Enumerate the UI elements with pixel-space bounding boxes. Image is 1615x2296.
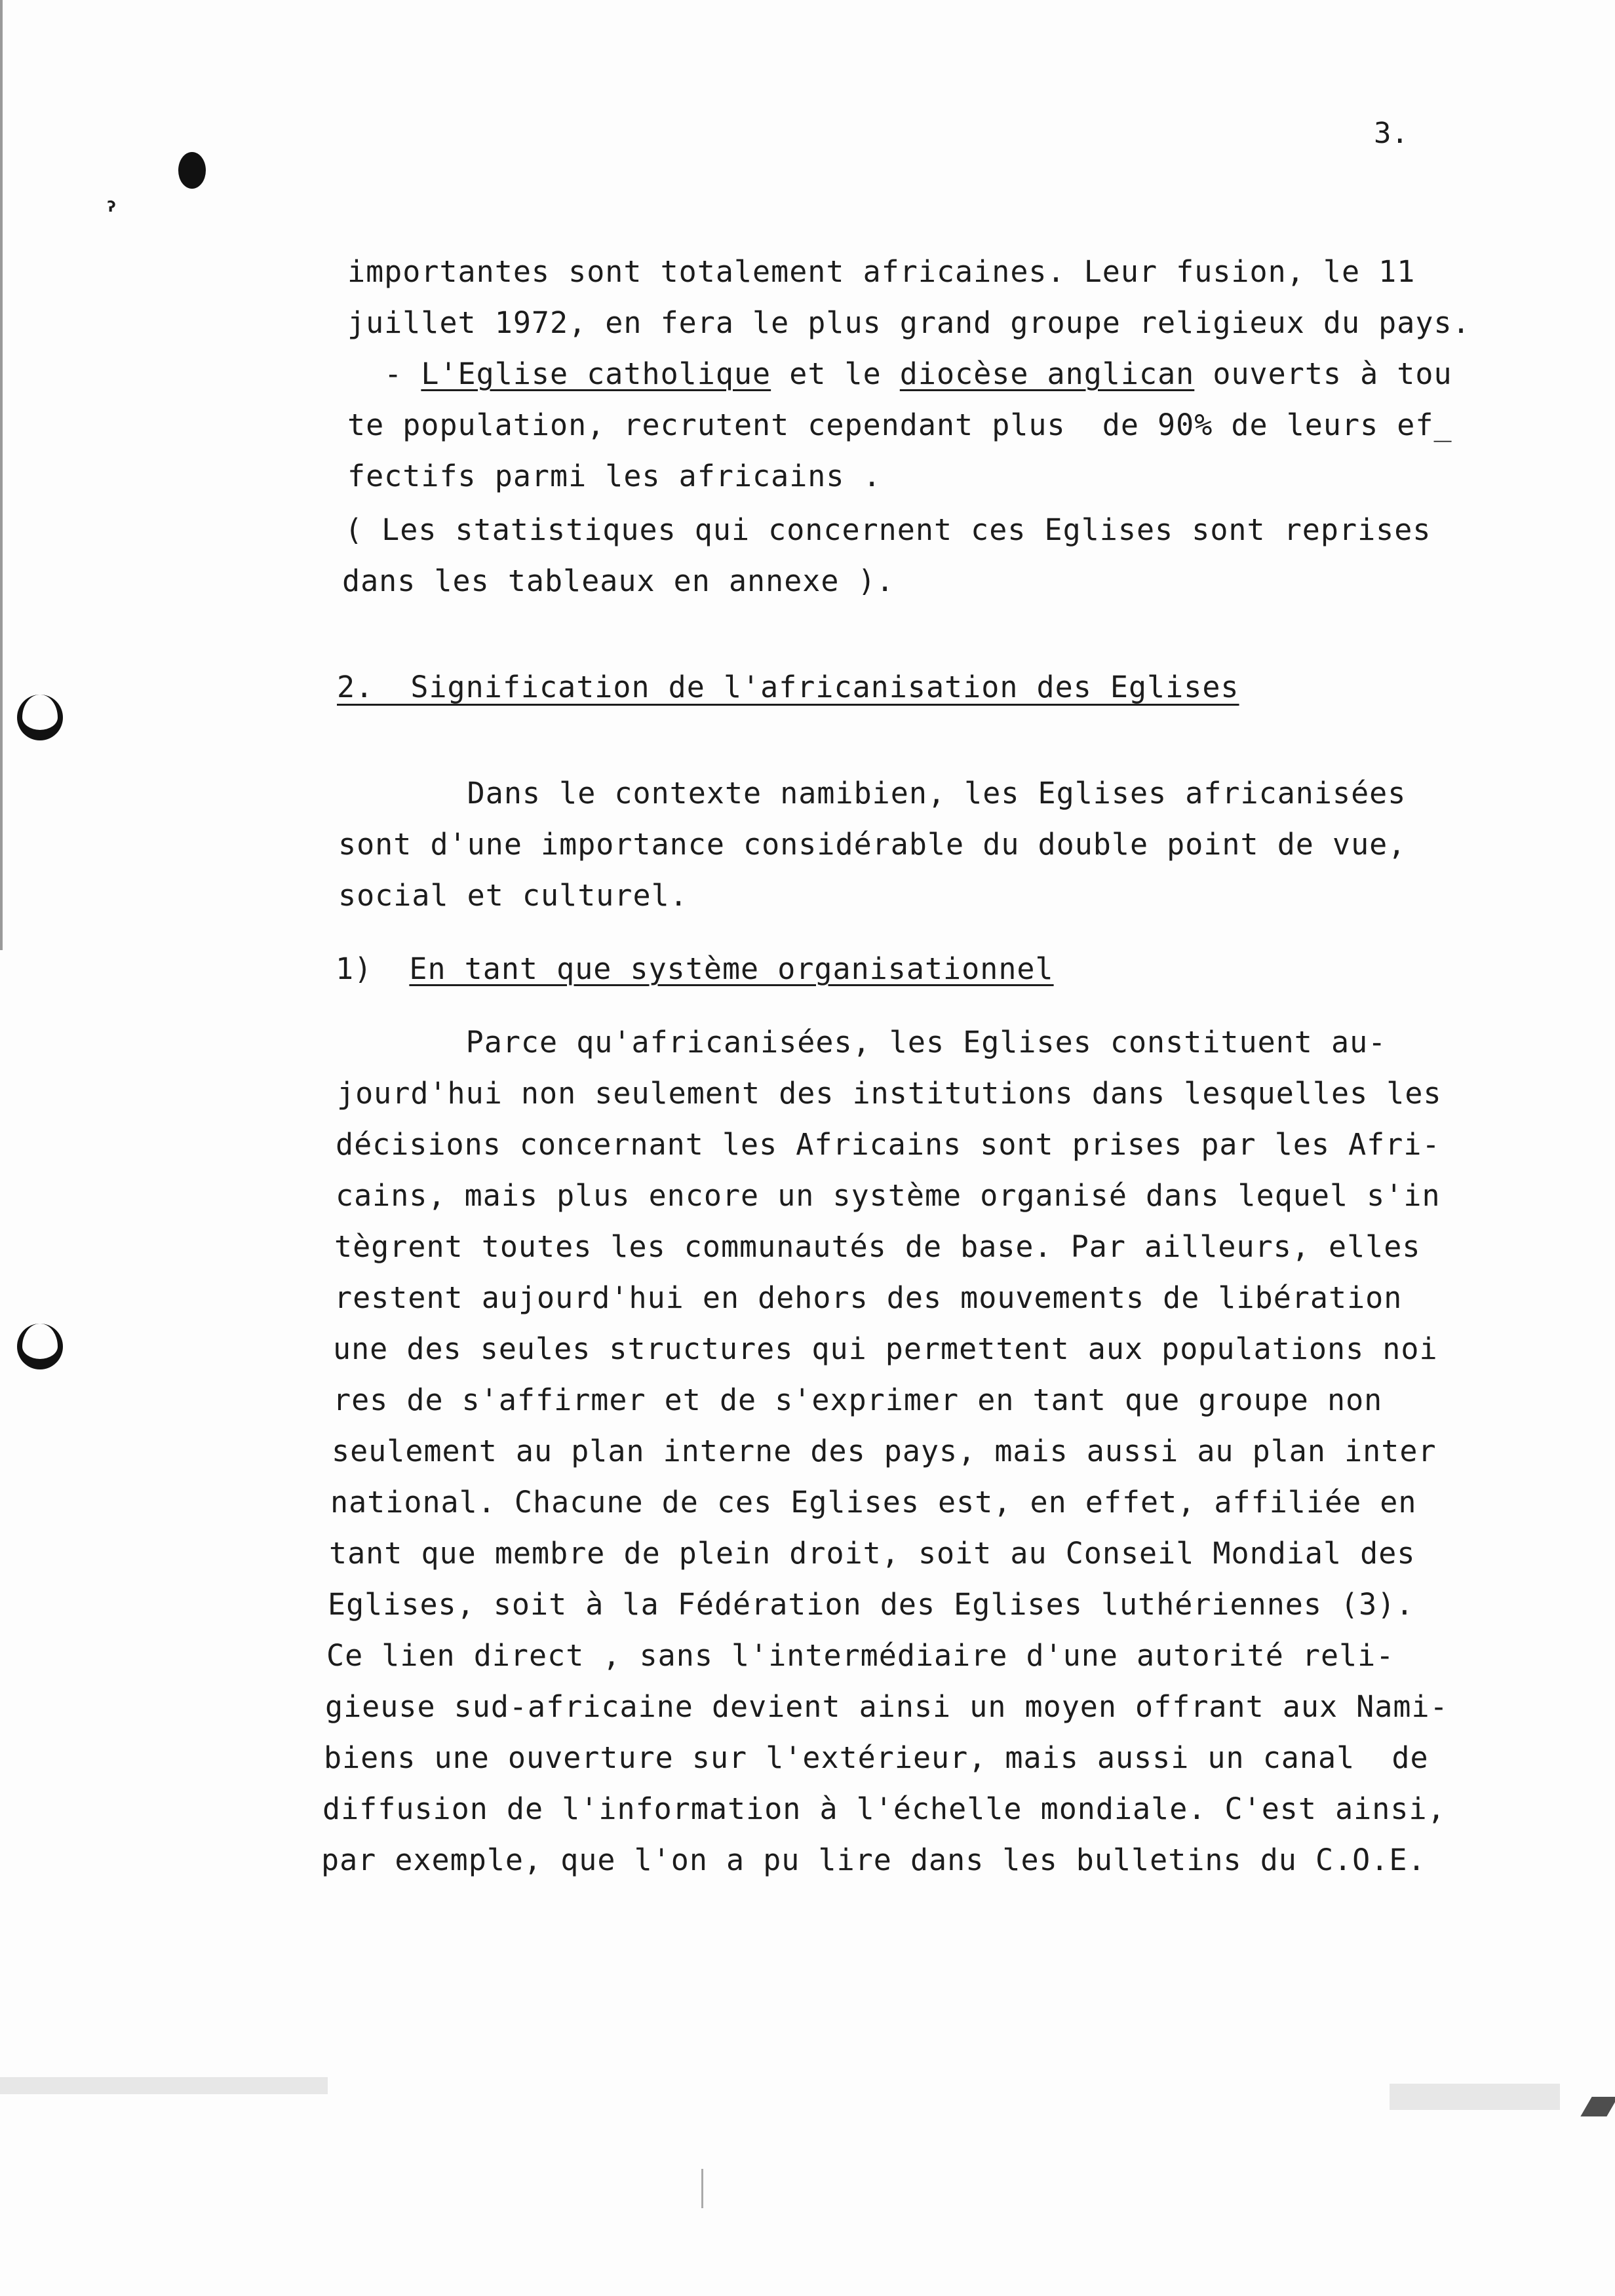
text-line: te population, recrutent cependant plus de 90% de leurs ef_	[347, 408, 1452, 442]
text-line: Ce lien direct , sans l'intermédiaire d'une autorité reli-	[326, 1638, 1395, 1673]
binder-hole-mark	[17, 695, 63, 740]
text-line-churches	[347, 356, 1452, 391]
text-line: une des seules structures qui permettent aux populations noi	[333, 1331, 1438, 1366]
scan-smudge	[0, 2077, 328, 2094]
page-number: 3.	[1374, 117, 1409, 150]
text-line: fectifs parmi les africains .	[347, 459, 882, 493]
text-line: biens une ouverture sur l'extérieur, mais aussi un canal de	[324, 1740, 1429, 1775]
text-segment: -	[347, 356, 421, 391]
section-heading: 2. Signification de l'africanisation des Eglises	[337, 670, 1239, 704]
underlined-church-name: L'Eglise catholique	[421, 356, 771, 391]
text-line: res de s'affirmer et de s'exprimer en tant que groupe non	[333, 1383, 1383, 1417]
underlined-church-name: diocèse anglican	[899, 356, 1195, 391]
page-left-edge	[0, 0, 3, 950]
text-line: diffusion de l'information à l'échelle mondiale. C'est ainsi,	[322, 1791, 1446, 1826]
text-line: par exemple, que l'on a pu lire dans les bulletins du C.O.E.	[321, 1843, 1426, 1877]
text-line: restent aujourd'hui en dehors des mouvements de libération	[334, 1280, 1403, 1315]
subsection-heading	[336, 951, 1054, 986]
text-line: dans les tableaux en annexe ).	[342, 564, 895, 598]
text-line: seulement au plan interne des pays, mais aussi au plan inter	[332, 1434, 1437, 1468]
scan-mark	[701, 2169, 703, 2208]
text-line: ( Les statistiques qui concernent ces Eglises sont reprises	[345, 512, 1431, 547]
subsection-title: En_tant que système organisationnel	[409, 951, 1054, 986]
text-segment: et le	[771, 356, 900, 391]
scan-mark	[1580, 2097, 1615, 2116]
text-line: décisions concernant les Africains sont prises par les Afri-	[336, 1127, 1441, 1162]
text-line: cains, mais plus encore un système organisé dans lequel s'in	[336, 1178, 1441, 1213]
text-line: juillet 1972, en fera le plus grand groupe religieux du pays.	[347, 305, 1471, 340]
text-line: sont d'une importance considérable du double point de vue,	[338, 827, 1407, 862]
text-line: Dans le contexte namibien, les Eglises africanisées	[338, 776, 1407, 811]
ink-dot	[178, 152, 206, 189]
text-line: national. Chacune de ces Eglises est, en effet, affiliée en	[330, 1485, 1417, 1520]
subsection-number: 1)	[336, 951, 410, 986]
text-line: Parce qu'africanisées, les Eglises constituent au-	[337, 1025, 1387, 1060]
text-line: tant que membre de plein droit, soit au Conseil Mondial des	[329, 1536, 1416, 1571]
binder-hole-mark	[17, 1324, 63, 1369]
text-line: tègrent toutes les communautés de base. Par ailleurs, elles	[334, 1229, 1421, 1264]
text-line: gieuse sud-africaine devient ainsi un moyen offrant aux Nami-	[325, 1689, 1449, 1724]
text-line: jourd'hui non seulement des institutions dans lesquelles les	[337, 1076, 1442, 1111]
text-line: Eglises, soit à la Fédération des Eglises luthériennes (3).	[328, 1587, 1414, 1622]
margin-mark: ˀ	[104, 197, 120, 227]
scan-smudge	[1390, 2084, 1560, 2110]
text-line: social et culturel.	[338, 878, 688, 913]
text-line: importantes sont totalement africaines. Leur fusion, le 11	[347, 254, 1416, 289]
text-segment: ouverts à tou	[1194, 356, 1452, 391]
